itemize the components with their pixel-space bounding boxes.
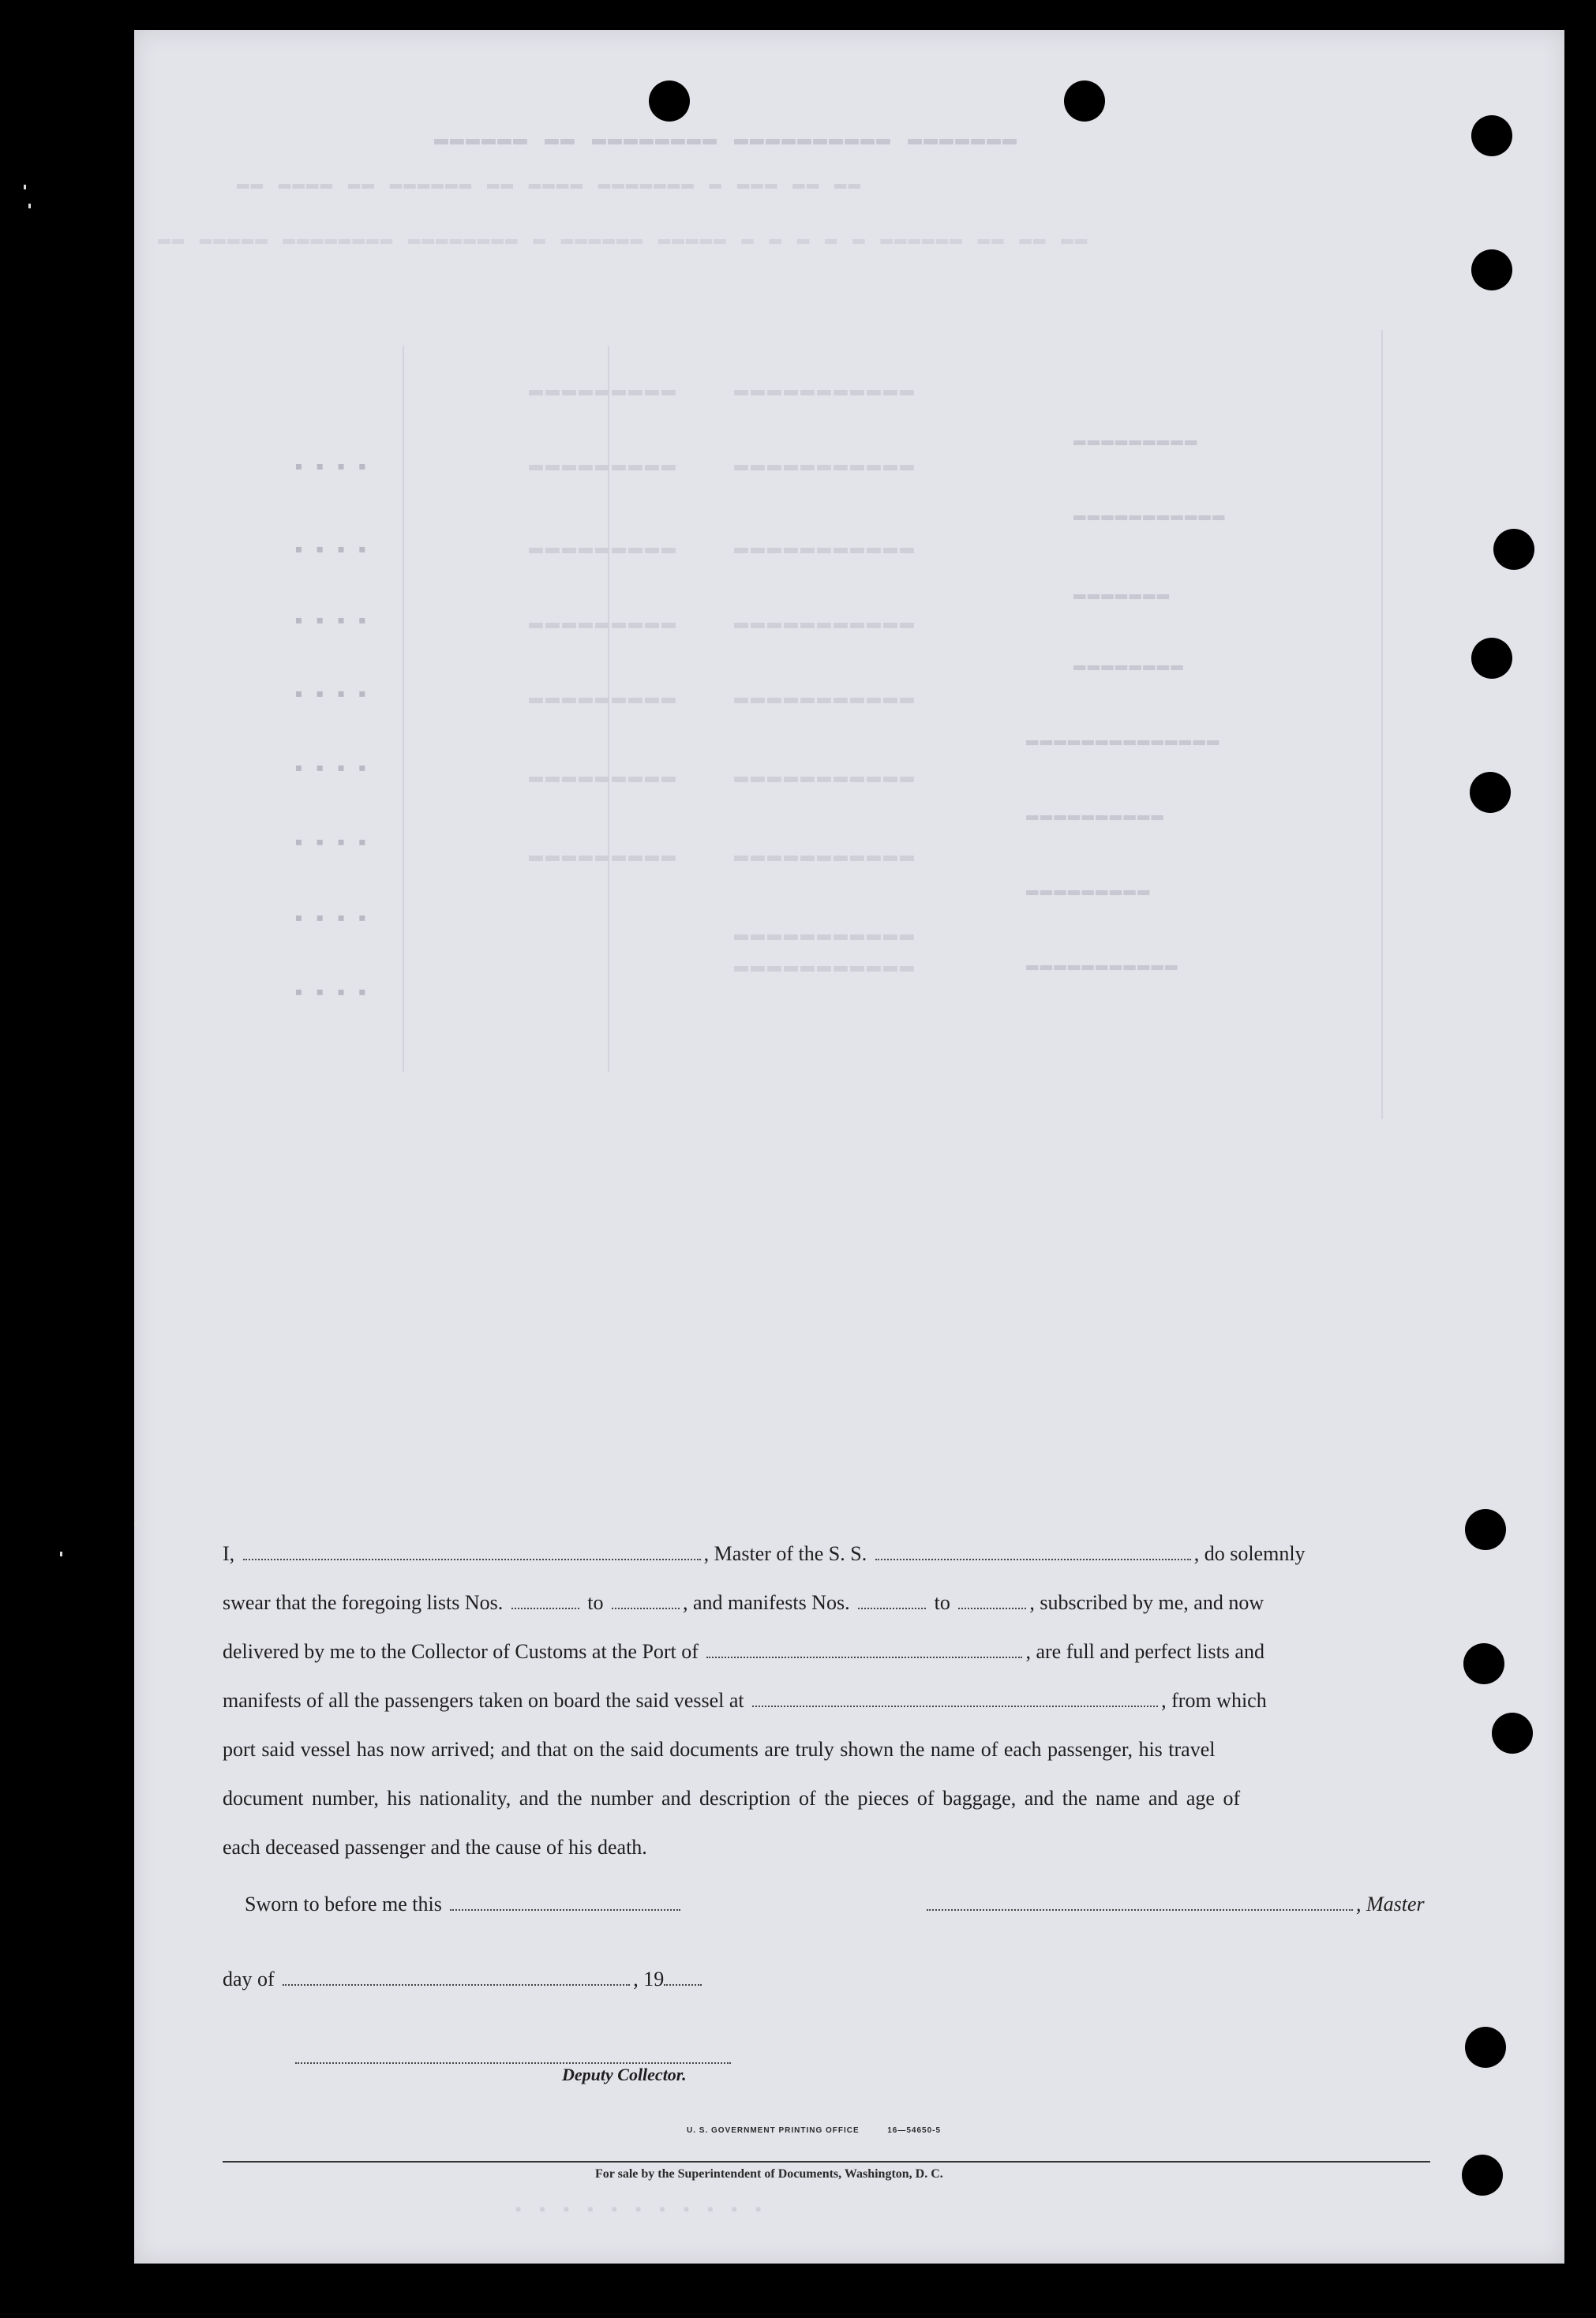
bleed-through-line: ▬▬ ▬▬▬▬▬ ▬▬▬▬▬▬▬▬ ▬▬▬▬▬▬▬▬ ▬ ▬▬▬▬▬▬ ▬▬▬▬▬ ▬ ▬ ▬ ▬ ▬ ▬▬▬▬▬▬ ▬▬ ▬▬ ▬▬ xyxy=(158,227,1089,251)
punch-hole xyxy=(1471,115,1512,156)
bleed-through-header: ▬▬▬▬▬▬ ▬▬ ▬▬▬▬▬▬▬▬ ▬▬▬▬▬▬▬▬▬▬ ▬▬▬▬▬▬▬ xyxy=(434,126,1019,153)
speck xyxy=(24,185,26,189)
master-signature-line: , Master xyxy=(924,1893,1425,1916)
bleed-through-names: ▬▬▬▬▬▬▬▬▬▬▬ xyxy=(1026,953,1179,977)
gpo-imprint: U. S. GOVERNMENT PRINTING OFFICE 16—54650-5 xyxy=(687,2126,942,2135)
bleed-through-numbers: ▬▬▬▬▬▬▬▬▬ xyxy=(529,377,679,404)
day-of-blank[interactable] xyxy=(283,1968,630,1986)
bleed-through-dots: ▪▪▪▪ xyxy=(292,683,377,708)
bleed-through-numbers: ▬▬▬▬▬▬▬▬▬▬▬ xyxy=(734,377,917,404)
sworn-date-blank[interactable] xyxy=(450,1893,680,1911)
bleed-through-names: ▬▬▬▬▬▬▬▬▬▬▬▬▬▬ xyxy=(1026,728,1221,752)
bleed-through-column-rule xyxy=(403,346,404,1072)
manifests-from-blank[interactable] xyxy=(858,1592,926,1609)
oath-line: port said vessel has now arrived; and that on the said documents are truly shown the name of each passenger, his travel xyxy=(223,1738,1216,1761)
master-name-blank[interactable] xyxy=(243,1543,701,1560)
lists-from-blank[interactable] xyxy=(511,1592,579,1609)
bleed-through-numbers: ▬▬▬▬▬▬▬▬▬ xyxy=(529,610,679,637)
sworn-line: Sworn to before me this xyxy=(245,1893,684,1916)
speck xyxy=(28,204,31,208)
bleed-through-names: ▬▬▬▬▬▬▬▬▬▬▬ xyxy=(1073,504,1227,527)
footer-rule xyxy=(223,2161,1430,2163)
bleed-through-names: ▬▬▬▬▬▬▬▬ xyxy=(1073,653,1185,677)
oath-line: document number, his nationality, and the number and description of the pieces of baggage, and the name and age of xyxy=(223,1787,1241,1810)
bleed-through-numbers: ▬▬▬▬▬▬▬▬▬▬▬ xyxy=(734,764,917,791)
sale-notice: For sale by the Superintendent of Documents, Washington, D. C. xyxy=(595,2167,943,2181)
bleed-through-dots: ▪▪▪▪ xyxy=(292,758,377,782)
bleed-through-names: ▬▬▬▬▬▬▬▬▬ xyxy=(1073,429,1199,452)
punch-hole xyxy=(1463,1643,1504,1684)
bleed-through-column-rule xyxy=(1381,330,1383,1119)
origin-port-blank[interactable] xyxy=(752,1690,1158,1707)
bleed-through-numbers: ▬▬▬▬▬▬▬▬▬▬▬ xyxy=(734,843,917,870)
punch-hole xyxy=(1470,772,1511,813)
punch-hole xyxy=(1465,2027,1506,2068)
bleed-through-dots: ▪▪▪▪ xyxy=(292,456,377,481)
lists-to-blank[interactable] xyxy=(612,1592,680,1609)
bleed-through-dots: ▪▪▪▪ xyxy=(292,832,377,856)
bleed-through-dots: ▪▪▪▪ xyxy=(292,908,377,932)
bleed-through-numbers: ▬▬▬▬▬▬▬▬▬▬▬ xyxy=(734,452,917,479)
punch-hole xyxy=(1492,1713,1533,1754)
bleed-through-footer: ▪ ▪ ▪ ▪ ▪ ▪ ▪ ▪ ▪ ▪ ▪ xyxy=(513,2200,766,2220)
day-of-line: day of , 19 xyxy=(223,1968,705,1991)
oath-line: manifests of all the passengers taken on board the said vessel at , from which xyxy=(223,1689,1267,1712)
oath-line: swear that the foregoing lists Nos. to , and manifests Nos. to , subscribed by me, and now xyxy=(223,1591,1264,1614)
year-blank[interactable] xyxy=(664,1968,702,1986)
bleed-through-numbers: ▬▬▬▬▬▬▬▬▬▬▬ xyxy=(734,953,917,980)
manifests-to-blank[interactable] xyxy=(958,1592,1026,1609)
deputy-collector-label: Deputy Collector. xyxy=(562,2065,687,2084)
master-oath xyxy=(223,1530,1454,1872)
punch-hole xyxy=(1471,249,1512,290)
bleed-through-subheader: ▬▬ ▬▬▬▬ ▬▬ ▬▬▬▬▬▬ ▬▬ ▬▬▬▬ ▬▬▬▬▬▬▬ ▬ ▬▬▬ ▬▬ ▬▬ xyxy=(237,172,863,196)
punch-hole xyxy=(1465,1509,1506,1550)
bleed-through-numbers: ▬▬▬▬▬▬▬▬▬ xyxy=(529,685,679,712)
bleed-through-numbers: ▬▬▬▬▬▬▬▬▬▬▬ xyxy=(734,610,917,637)
speck xyxy=(60,1552,62,1556)
punch-hole xyxy=(649,81,690,122)
bleed-through-dots: ▪▪▪▪ xyxy=(292,539,377,564)
punch-hole xyxy=(1493,529,1534,570)
bleed-through-names: ▬▬▬▬▬▬▬ xyxy=(1073,582,1171,606)
manifest-page xyxy=(134,30,1564,2264)
oath-line: delivered by me to the Collector of Customs at the Port of , are full and perfect lists and xyxy=(223,1640,1264,1663)
oath-line: each deceased passenger and the cause of his death. xyxy=(223,1836,647,1859)
bleed-through-names: ▬▬▬▬▬▬▬▬▬▬ xyxy=(1026,803,1166,827)
bleed-through-numbers: ▬▬▬▬▬▬▬▬▬ xyxy=(529,535,679,562)
deputy-collector-line xyxy=(292,2047,734,2064)
speck xyxy=(134,1522,137,1526)
ship-name-blank[interactable] xyxy=(875,1543,1191,1560)
bleed-through-dots: ▪▪▪▪ xyxy=(292,610,377,635)
bleed-through-numbers: ▬▬▬▬▬▬▬▬▬ xyxy=(529,764,679,791)
bleed-through-dots: ▪▪▪▪ xyxy=(292,982,377,1006)
bleed-through-numbers: ▬▬▬▬▬▬▬▬▬ xyxy=(529,452,679,479)
port-blank[interactable] xyxy=(706,1641,1022,1658)
deputy-signature-blank[interactable] xyxy=(295,2047,731,2064)
punch-hole xyxy=(1064,81,1105,122)
bleed-through-names: ▬▬▬▬▬▬▬▬▬ xyxy=(1026,878,1152,902)
bleed-through-numbers: ▬▬▬▬▬▬▬▬▬▬▬ xyxy=(734,922,917,949)
oath-line: I, , Master of the S. S. , do solemnly xyxy=(223,1542,1306,1565)
bleed-through-numbers: ▬▬▬▬▬▬▬▬▬▬▬ xyxy=(734,535,917,562)
master-signature-blank[interactable] xyxy=(927,1893,1353,1911)
bleed-through-numbers: ▬▬▬▬▬▬▬▬▬ xyxy=(529,843,679,870)
punch-hole xyxy=(1471,638,1512,679)
punch-hole xyxy=(1462,2155,1503,2196)
bleed-through-numbers: ▬▬▬▬▬▬▬▬▬▬▬ xyxy=(734,685,917,712)
